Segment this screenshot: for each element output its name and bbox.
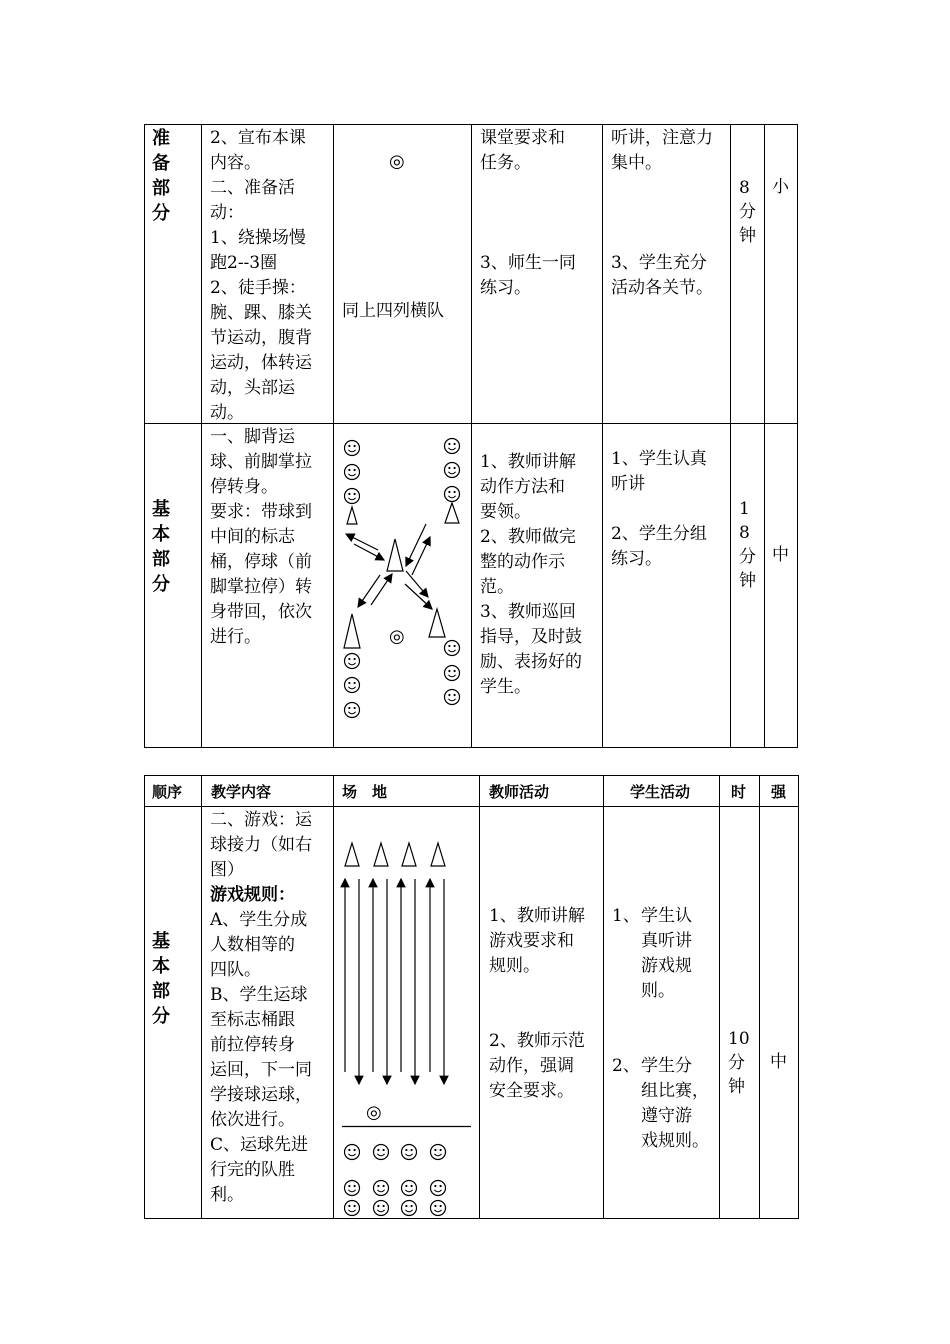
- game-student-item-1-number: 1、: [612, 906, 640, 926]
- arrow-icon: [412, 537, 430, 575]
- arrow-icon: [371, 574, 392, 605]
- content-line: 1、绕操场慢: [210, 228, 306, 248]
- student-line: [611, 201, 729, 226]
- student-line: 组比赛，: [641, 1081, 709, 1101]
- content-line: 依次进行。: [210, 1110, 295, 1130]
- basic-student-activity: [611, 447, 729, 572]
- content-line: 中间的标志: [210, 527, 295, 547]
- content-line: 运回，下一同: [210, 1060, 312, 1080]
- student-line: 真听讲: [641, 931, 692, 951]
- teacher-line: 动作，强调: [489, 1056, 574, 1076]
- section-char: 本: [152, 956, 170, 977]
- student-icon: [445, 641, 460, 656]
- content-line: 球、前脚掌拉: [210, 452, 312, 472]
- section-char: 准: [152, 128, 170, 149]
- section-char: 本: [152, 524, 170, 545]
- section-char: 分: [152, 1006, 170, 1027]
- prep-teacher-activity: [480, 126, 596, 301]
- game-teacher-activity: [489, 904, 601, 1104]
- student-icon: [445, 463, 460, 478]
- content-line: 腕、踝、膝关: [210, 303, 312, 323]
- game-intensity: 中: [770, 1052, 787, 1072]
- game-time: [728, 1027, 750, 1099]
- game-student-item-2: [641, 1054, 717, 1154]
- student-icon: [374, 1145, 389, 1160]
- content-line: 2、徒手操：: [210, 278, 306, 298]
- student-icon: [345, 465, 360, 480]
- game-content: [210, 808, 330, 1208]
- student-icon: [345, 678, 360, 693]
- teacher-line: 任务。: [480, 153, 531, 173]
- section-char: 分: [152, 203, 170, 224]
- teacher-line: 要领。: [480, 502, 531, 522]
- student-icon: [374, 1201, 389, 1216]
- basic-content: [210, 425, 328, 650]
- student-line: 集中。: [611, 153, 662, 173]
- basic-section-label: [152, 497, 172, 597]
- content-line: 运动，体转运: [210, 353, 312, 373]
- content-line: A、学生分成: [210, 910, 308, 930]
- teacher-line: 游戏要求和: [489, 931, 574, 951]
- content-line: 动，头部运: [210, 378, 295, 398]
- section-char: 基: [152, 931, 170, 952]
- teacher-line: 3、师生一同: [480, 253, 576, 273]
- dribbling-field-diagram: [334, 424, 471, 747]
- teacher-position-icon: ◎: [366, 1102, 382, 1123]
- cone-icon: [347, 507, 357, 524]
- cone-icon: [429, 609, 445, 637]
- student-line: 练习。: [611, 549, 662, 569]
- student-icon: [345, 1181, 360, 1196]
- teacher-position-icon: ◎: [389, 626, 405, 647]
- field-formation-label: 同上四列横队: [342, 301, 444, 321]
- content-line: 桶，停球（前: [210, 552, 312, 572]
- cone-icon: [387, 539, 403, 571]
- student-icon: [445, 487, 460, 502]
- student-icon: [402, 1181, 417, 1196]
- content-line: 停转身。: [210, 477, 278, 497]
- content-line: 跑2--3圈: [210, 253, 278, 273]
- teacher-line: 规则。: [489, 956, 540, 976]
- teacher-line: [489, 1004, 601, 1029]
- teacher-line: [480, 201, 596, 226]
- student-line: 3、学生充分: [611, 253, 707, 273]
- content-line: C、运球先进: [210, 1135, 309, 1155]
- content-line: 人数相等的: [210, 935, 295, 955]
- teacher-line: 范。: [480, 577, 514, 597]
- teacher-line: 课堂要求和: [480, 128, 565, 148]
- content-line: 身带回，依次: [210, 602, 312, 622]
- header-teacher: 教师活动: [489, 783, 550, 801]
- student-line: 则。: [641, 981, 675, 1001]
- content-line: 二、准备活: [210, 178, 295, 198]
- teacher-position-icon: ◎: [389, 151, 405, 172]
- student-line: 学生分: [641, 1056, 692, 1076]
- teacher-line: 2、教师做完: [480, 527, 576, 547]
- student-icon: [402, 1201, 417, 1216]
- basic-intensity: 中: [772, 545, 789, 565]
- basic-time: [739, 497, 761, 593]
- time-char: 8: [739, 178, 750, 198]
- student-icon: [402, 1145, 417, 1160]
- student-line: 活动各关节。: [611, 278, 713, 298]
- student-icon: [374, 1181, 389, 1196]
- time-char: 钟: [739, 226, 756, 246]
- header-order: 顺序: [152, 783, 183, 801]
- teacher-line: [489, 979, 601, 1004]
- section-char: 分: [152, 574, 170, 595]
- content-line: 球接力（如右: [210, 835, 312, 855]
- section-char: 基: [152, 499, 170, 520]
- time-char: 分: [739, 202, 756, 222]
- student-line: 听讲: [611, 474, 645, 494]
- prep-intensity: 小: [772, 177, 789, 197]
- content-line: 一、脚背运: [210, 427, 295, 447]
- cone-icon: [402, 843, 416, 866]
- section-char: 部: [152, 549, 170, 570]
- time-char: 分: [728, 1053, 745, 1073]
- header-content: 教学内容: [211, 783, 272, 801]
- cone-icon: [345, 843, 359, 866]
- content-line: 进行。: [210, 627, 261, 647]
- content-line: 脚掌拉停）转: [210, 577, 312, 597]
- content-line: 图）: [210, 860, 244, 880]
- student-line: 遵守游: [641, 1106, 692, 1126]
- student-icon: [345, 703, 360, 718]
- prep-section-label: [152, 126, 172, 226]
- content-line: 利。: [210, 1185, 244, 1205]
- time-char: 8: [739, 523, 750, 543]
- time-char: 分: [739, 547, 756, 567]
- arrow-icon: [406, 571, 428, 597]
- content-line: 四队。: [210, 960, 261, 980]
- content-line: B、学生运球: [210, 985, 308, 1005]
- header-time: 时: [731, 783, 747, 801]
- game-student-item-1: [641, 904, 717, 1004]
- content-line: 2、宣布本课: [210, 128, 306, 148]
- content-line: 二、游戏：运: [210, 810, 312, 830]
- teacher-line: 安全要求。: [489, 1081, 574, 1101]
- cone-icon: [344, 614, 360, 648]
- student-icon: [431, 1145, 446, 1160]
- time-char: 1: [739, 499, 750, 519]
- teacher-line: 1、教师讲解: [480, 452, 576, 472]
- arrow-icon: [406, 524, 426, 566]
- section-char: 部: [152, 981, 170, 1002]
- teacher-line: 学生。: [480, 677, 531, 697]
- teacher-line: 练习。: [480, 278, 531, 298]
- student-icon: [445, 439, 460, 454]
- student-line: 学生认: [641, 906, 692, 926]
- student-icon: [431, 1181, 446, 1196]
- student-line: 游戏规: [641, 956, 692, 976]
- time-char: 钟: [728, 1077, 745, 1097]
- relay-field-diagram: [334, 807, 479, 1219]
- header-intensity: 强: [771, 783, 787, 801]
- content-line: 前拉停转身: [210, 1035, 295, 1055]
- student-icon: [431, 1201, 446, 1216]
- basic-teacher-activity: [480, 450, 598, 700]
- teacher-line: 动作方法和: [480, 477, 565, 497]
- teacher-line: 2、教师示范: [489, 1031, 585, 1051]
- student-icon: [345, 1145, 360, 1160]
- time-char: 10: [728, 1029, 750, 1049]
- header-field: 场 地: [342, 783, 388, 801]
- teacher-line: [480, 226, 596, 251]
- content-line: 学接球运球，: [210, 1085, 312, 1105]
- student-line: 2、学生分组: [611, 524, 707, 544]
- prep-student-activity: [611, 126, 729, 301]
- student-icon: [345, 489, 360, 504]
- cone-icon: [431, 843, 445, 866]
- teacher-line: 1、教师讲解: [489, 906, 585, 926]
- student-icon: [345, 654, 360, 669]
- student-line: [611, 226, 729, 251]
- header-student: 学生活动: [630, 783, 691, 801]
- teacher-line: 指导，及时鼓: [480, 627, 582, 647]
- cone-icon: [445, 503, 459, 523]
- prep-content: [210, 126, 328, 426]
- student-icon: [345, 1201, 360, 1216]
- content-line: 内容。: [210, 153, 261, 173]
- student-icon: [345, 441, 360, 456]
- content-line: 动：: [210, 203, 244, 223]
- section-char: 部: [152, 178, 170, 199]
- time-char: 钟: [739, 571, 756, 591]
- student-line: [611, 176, 729, 201]
- student-line: 听讲，注意力: [611, 128, 713, 148]
- cone-icon: [374, 843, 388, 866]
- content-line: 至标志桶跟: [210, 1010, 295, 1030]
- teacher-line: 整的动作示: [480, 552, 565, 572]
- teacher-line: 3、教师巡回: [480, 602, 576, 622]
- teacher-line: 励、表扬好的: [480, 652, 582, 672]
- student-icon: [445, 690, 460, 705]
- teacher-line: [480, 176, 596, 201]
- rules-title: 游戏规则：: [210, 885, 295, 905]
- content-line: 要求：带球到: [210, 502, 312, 522]
- game-student-item-2-number: 2、: [612, 1056, 640, 1076]
- student-line: 戏规则。: [641, 1131, 709, 1151]
- game-section-label: [152, 929, 172, 1029]
- content-line: 节运动，腹背: [210, 328, 312, 348]
- content-line: 行完的队胜: [210, 1160, 295, 1180]
- student-icon: [445, 666, 460, 681]
- section-char: 备: [152, 153, 170, 174]
- prep-time: [739, 176, 761, 248]
- student-line: 1、学生认真: [611, 449, 707, 469]
- arrow-icon: [358, 575, 380, 607]
- arrow-icon: [354, 544, 384, 560]
- content-line: 动。: [210, 403, 244, 423]
- student-line: [611, 497, 729, 522]
